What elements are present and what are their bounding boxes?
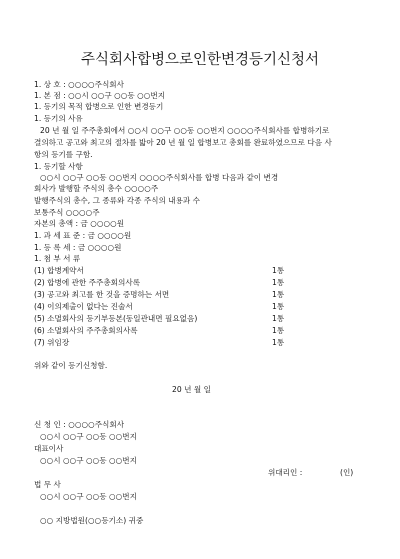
matters-heading: 1. 등기할 사항 (34, 162, 83, 171)
matters-line-1: ○○시 ○○구 ○○동 ○○번지 ○○○○주식회사를 합병 다음과 같이 변경 (40, 173, 279, 182)
cause-heading: 1. 등기의 사유 (34, 114, 83, 123)
attachment-item: (6) 소멸회사의 주주총회의사록 (34, 326, 138, 335)
seal-mark: (인) (340, 468, 354, 477)
attachment-item: (7) 위임장 (34, 338, 70, 347)
matters-line-4: 보통주식 ○○○○주 (34, 208, 100, 217)
document-title: 주식회사합병으로인한변경등기신청서 (80, 52, 320, 68)
attachment-quantity: 1통 (272, 278, 285, 287)
attachment-quantity: 1통 (272, 326, 285, 335)
attachments-heading: 1. 첨 부 서 류 (34, 254, 81, 263)
matters-line-2: 회사가 발행할 주식의 총수 ○○○○주 (34, 184, 159, 193)
registration-tax-line: 1. 등 록 세 : 금 ○○○○원 (34, 243, 122, 252)
head-office-line: 1. 본 점 : ○○시 ○○구 ○○동 ○○번지 (34, 91, 166, 100)
attachment-item: (3) 공고와 최고를 한 것을 증명하는 서면 (34, 290, 170, 299)
applicant-address: ○○시 ○○구 ○○동 ○○번지 (40, 432, 137, 441)
trade-name-line: 1. 상 호 : ○○○○주식회사 (34, 80, 124, 89)
purpose-line: 1. 등기의 목적 합병으로 인한 변경등기 (34, 102, 164, 111)
attachment-quantity: 1통 (272, 266, 285, 275)
court-addressee: ○○ 지방법원(○○등기소) 귀중 (40, 516, 144, 525)
attachment-quantity: 1통 (272, 338, 285, 347)
attachment-item: (5) 소멸회사의 등기부등본(동일관내면 필요없음) (34, 314, 198, 323)
matters-line-5: 자본의 총액 : 금 ○○○○원 (34, 219, 125, 228)
matters-line-3: 발행주식의 총수, 그 종류와 각종 주식의 내용과 수 (34, 196, 201, 205)
applicant-name: 신 청 인 : ○○○○주식회사 (34, 420, 125, 429)
attachment-item: (1) 합병계약서 (34, 266, 84, 275)
closing-statement: 위와 같이 등기신청함. (34, 361, 108, 370)
attachment-quantity: 1통 (272, 290, 285, 299)
representative-label: 대표이사 (34, 444, 64, 453)
agent-label: 위대리인 : (268, 468, 303, 477)
attachment-item: (4) 이의제출이 없다는 진술서 (34, 302, 133, 311)
attachment-quantity: 1통 (272, 314, 285, 323)
scrivener-label: 법 무 사 (34, 480, 61, 489)
cause-text-line-3: 항의 등기를 구함. (34, 150, 93, 159)
tax-base-line: 1. 과 세 표 준 : 금 ○○○○원 (34, 231, 132, 240)
filing-date: 20 년 월 일 (172, 385, 211, 394)
scrivener-address: ○○시 ○○구 ○○동 ○○번지 (40, 492, 137, 501)
cause-text-line-1: 20 년 월 일 주주총회에서 ○○시 ○○구 ○○동 ○○번지 ○○○○주식회사를 합병하기로 (40, 126, 330, 135)
attachment-quantity: 1통 (272, 302, 285, 311)
cause-text-line-2: 결의하고 공고와 최고의 절차를 밟아 20 년 월 일 합병보고 총회를 완료하였으므로 다음 사 (34, 138, 332, 147)
representative-address: ○○시 ○○구 ○○동 ○○번지 (40, 456, 137, 465)
attachment-item: (2) 합병에 관한 주주총회의사록 (34, 278, 141, 287)
